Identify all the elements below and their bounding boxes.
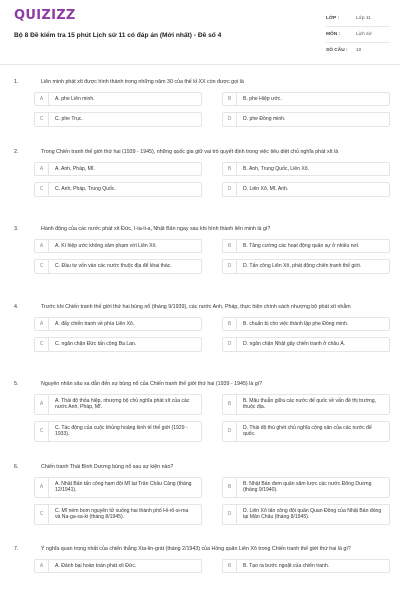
options-grid [34,559,390,574]
meta-row-class [326,11,390,27]
option-text: B. Tạo ra bước ngoặt của chiến tranh. [243,562,330,569]
question-1 [14,79,390,127]
option-b[interactable] [222,559,390,574]
option-text: D. Tấn công Liên Xô, phát động chiến tranh thế giới. [243,263,362,269]
option-a[interactable] [34,394,202,415]
option-text: B. Anh, Trung Quốc, Liên Xô. [243,165,309,172]
option-letter: B [223,478,237,497]
option-letter: C [35,183,49,196]
question-text: Ý nghĩa quan trọng nhất của chiến thắng Xta-lin-grát (tháng 2/1943) của Hồng quân Liên Xô trong Chiến tranh thế giới thứ hai là gì? [41,546,351,552]
question-text: Chiến tranh Thái Bình Dương bùng nổ sau sự kiện nào? [41,464,174,470]
meta-row-question-count [326,43,390,58]
question-number: 3. [14,226,19,232]
option-text: D. ngăn chặn Nhật gây chiến tranh ở châu Á. [243,341,346,347]
option-letter: C [35,113,49,126]
option-c[interactable] [34,337,202,352]
option-letter: D [223,183,237,196]
option-b[interactable] [222,477,390,498]
options-grid [34,394,390,442]
option-letter: B [223,93,237,106]
option-text: C. Đầu tư vốn vào các nước thuộc địa để khai thác. [55,263,172,269]
question-6 [14,464,390,525]
question-2 [14,149,390,197]
option-letter: B [223,318,237,331]
option-d[interactable] [222,337,390,352]
option-text: C. Mĩ ném bom nguyên tử xuống hai thành phố Hi-rô-si-ma và Na-ga-sa-ki (tháng 8/1945). [55,507,189,520]
option-d[interactable] [222,259,390,274]
option-letter: A [35,560,49,573]
option-a[interactable] [34,317,202,332]
options-grid [34,162,390,197]
option-letter: A [35,240,49,253]
question-stem [14,381,390,389]
option-text: B. Nhật Bản đem quân xâm lược các nước Đông Dương (tháng 9/1940). [243,480,372,493]
question-stem [14,464,390,472]
option-text: D. Liên Xô, Mĩ, Anh. [243,186,289,192]
question-7 [14,546,390,573]
option-text: B. phe Hiệp ước. [243,95,282,102]
option-letter: B [223,240,237,253]
question-number: 5. [14,381,19,387]
question-stem [14,304,390,312]
option-letter: D [223,113,237,126]
question-text: Liên minh phát xít được hình thành trong những năm 30 của thế kỉ XX còn được gọi là [41,79,244,85]
option-text: D. phe Đồng minh. [243,116,286,122]
option-text: C. Tác động của cuộc khủng hoảng kinh tế thế giới (1929 - 1933). [55,424,188,437]
option-letter: D [223,260,237,273]
options-grid [34,239,390,274]
options-grid [34,92,390,127]
option-text: C. ngăn chặn Đức tấn công Ba Lan. [55,341,137,347]
option-a[interactable] [34,92,202,107]
option-text: C. phe Trục. [55,116,83,122]
option-letter: A [35,93,49,106]
option-text: A. phe Liên minh. [55,95,95,102]
quizizz-logo[interactable]: QUIZIZZ [14,8,76,23]
option-letter: B [223,395,237,414]
question-text: Trước khi Chiến tranh thế giới thứ hai bùng nổ (tháng 9/1939), các nước Anh, Pháp, thực hiện chính sách nhượng bộ phát xít nhằm [41,304,351,310]
options-grid [34,477,390,525]
option-text: D. Thái độ thù ghét chủ nghĩa cộng sản của các nước đế quốc. [243,424,372,437]
option-letter: C [35,505,49,524]
meta-key: LỚP : [326,16,340,21]
option-b[interactable] [222,394,390,415]
option-letter: A [35,163,49,176]
option-d[interactable] [222,421,390,442]
option-text: A. Thái độ thỏa hiệp, nhượng bộ chủ nghĩa phát xít của các nước Anh, Pháp, Mĩ. [55,397,190,410]
option-a[interactable] [34,162,202,177]
option-text: A. Kí hiệp ước không xâm phạm với Liên Xô. [55,242,157,249]
meta-key: SỐ CÂU : [326,48,348,53]
option-d[interactable] [222,504,390,525]
option-text: A. Đánh bại hoàn toàn phát xít Đức. [55,562,137,569]
question-number: 1. [14,79,19,85]
option-text: A. Anh, Pháp, Mĩ. [55,165,95,172]
question-5 [14,381,390,442]
option-letter: D [223,422,237,441]
option-text: B. Mâu thuẫn giữa các nước đế quốc về vấn đề thị trường, thuộc địa. [243,397,377,410]
question-text: Nguyên nhân sâu xa dẫn đến sự bùng nổ của Chiến tranh thế giới thứ hai (1939 - 1945) là gì? [41,381,263,387]
option-c[interactable] [34,259,202,274]
option-letter: C [35,260,49,273]
option-text: A. Nhật Bản tấn công hạm đội Mĩ tại Trân Châu Cảng (tháng 12/1941). [55,480,192,493]
question-number: 4. [14,304,19,310]
question-text: Hành động của các nước phát xít Đức, I-ta-li-a, Nhật Bản ngay sau khi hình thành liên minh là gì? [41,226,271,232]
option-letter: D [223,505,237,524]
option-text: D. Liên Xô tấn công đội quân Quan Đông của Nhật Bản đóng tại Mãn Châu (tháng 8/1945). [243,507,382,520]
option-d[interactable] [222,182,390,197]
meta-value: 10 [356,48,362,53]
question-stem [14,149,390,157]
meta-value: Lớp 11 [356,16,371,21]
meta-key: MÔN : [326,32,341,37]
option-letter: B [223,163,237,176]
option-letter: C [35,338,49,351]
option-b[interactable] [222,162,390,177]
option-letter: A [35,318,49,331]
option-text: A. đẩy chiến tranh về phía Liên Xô. [55,320,135,327]
question-number: 2. [14,149,19,155]
option-a[interactable] [34,239,202,254]
option-d[interactable] [222,112,390,127]
meta-value: Lịch sử [356,32,372,37]
question-number: 7. [14,546,19,552]
option-text: B. chuẩn bị cho việc thành lập phe Đồng minh. [243,320,349,327]
options-grid [34,317,390,352]
option-text: B. Tăng cường các hoạt động quân sự ở nhiều nơi. [243,242,360,249]
option-a[interactable] [34,559,202,574]
meta-row-subject [326,27,390,43]
option-c[interactable] [34,112,202,127]
option-text: C. Anh, Pháp, Trung Quốc. [55,186,116,192]
document-header [0,0,400,65]
document-title: Bộ 8 Đề kiểm tra 15 phút Lịch sử 11 có đáp án (Mới nhất) - Đề số 4 [14,32,222,39]
option-b[interactable] [222,317,390,332]
question-stem [14,226,390,234]
option-c[interactable] [34,421,202,442]
question-text: Trong Chiến tranh thế giới thứ hai (1939 - 1945), những quốc gia giữ vai trò quyết định trong việc tiêu diệt chủ nghĩa phát xít là [41,149,339,155]
question-stem [14,79,390,87]
option-letter: B [223,560,237,573]
option-b[interactable] [222,92,390,107]
option-a[interactable] [34,477,202,498]
question-3 [14,226,390,274]
option-letter: D [223,338,237,351]
question-stem [14,546,390,554]
option-letter: C [35,422,49,441]
option-letter: A [35,478,49,497]
meta-info [326,11,390,58]
question-number: 6. [14,464,19,470]
question-4 [14,304,390,352]
option-letter: A [35,395,49,414]
option-b[interactable] [222,239,390,254]
option-c[interactable] [34,182,202,197]
option-c[interactable] [34,504,202,525]
